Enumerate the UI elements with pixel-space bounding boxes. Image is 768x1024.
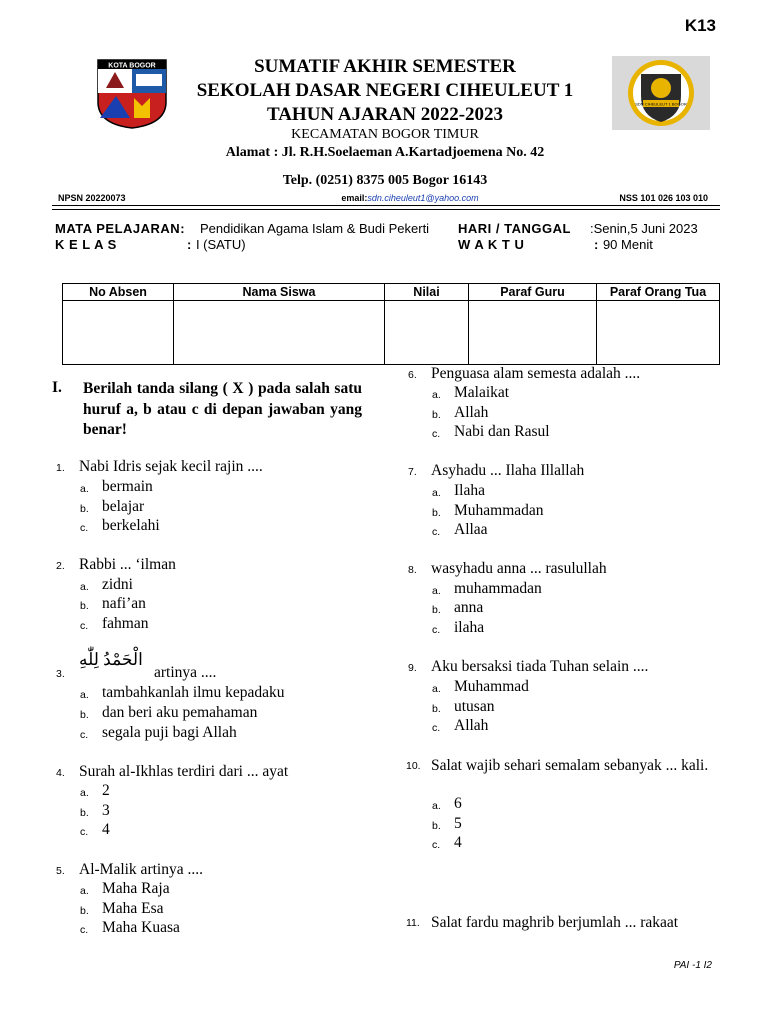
time-value: : 90 Menit — [594, 237, 653, 252]
page-footer: PAI -1 I2 — [673, 960, 712, 971]
question-text: Surah al-Ikhlas terdiri dari ... ayat — [79, 763, 289, 780]
option-b[interactable]: Maha Esa — [102, 900, 164, 917]
option-c[interactable]: segala puji bagi Allah — [102, 724, 237, 741]
instruction — [52, 379, 362, 441]
subject-label: MATA PELAJARAN: — [55, 221, 186, 236]
date-value: :Senin,5 Juni 2023 — [590, 221, 698, 236]
date-label: HARI / TANGGAL — [458, 221, 571, 236]
col-no-absen: No Absen — [63, 284, 174, 301]
option-b[interactable]: nafi’an — [102, 595, 146, 612]
option-a[interactable]: Ilaha — [454, 482, 485, 499]
option-a[interactable]: bermain — [102, 478, 153, 495]
col-paraf-guru: Paraf Guru — [469, 284, 597, 301]
col-nama-siswa: Nama Siswa — [174, 284, 385, 301]
col-nilai: Nilai — [385, 284, 469, 301]
option-a[interactable]: 6 — [454, 795, 462, 812]
option-a[interactable]: muhammadan — [454, 580, 542, 597]
option-c[interactable]: Maha Kuasa — [102, 919, 180, 936]
option-b[interactable]: dan beri aku pemahaman — [102, 704, 258, 721]
score-table — [62, 283, 720, 365]
question-text: Aku bersaksi tiada Tuhan selain .... — [431, 658, 649, 675]
class-label: K E L A S — [55, 237, 117, 252]
option-c[interactable]: fahman — [102, 615, 149, 632]
document-code: K13 — [684, 16, 716, 35]
option-b[interactable]: 3 — [102, 802, 110, 819]
option-b[interactable]: 5 — [454, 815, 462, 832]
time-label: W A K T U — [458, 237, 525, 252]
option-b[interactable]: utusan — [454, 698, 495, 715]
cell-no-absen[interactable] — [63, 301, 174, 365]
question-text: Salat wajib sehari semalam sebanyak ... kali. — [431, 757, 709, 774]
question-text: Nabi Idris sejak kecil rajin .... — [79, 458, 263, 475]
option-c[interactable]: ilaha — [454, 619, 485, 636]
option-a[interactable]: tambahkanlah ilmu kepadaku — [102, 684, 285, 701]
option-b[interactable]: anna — [454, 599, 484, 616]
question-text: Penguasa alam semesta adalah .... — [431, 365, 641, 382]
class-value: : I (SATU) — [187, 237, 246, 252]
header-divider — [52, 205, 720, 206]
option-c[interactable]: 4 — [102, 821, 110, 838]
option-c[interactable]: Allaa — [454, 521, 488, 538]
option-b[interactable]: Muhammadan — [454, 502, 544, 519]
cell-paraf-orang-tua[interactable] — [597, 301, 720, 365]
option-b[interactable]: belajar — [102, 498, 145, 515]
question-text: wasyhadu anna ... rasulullah — [431, 560, 607, 577]
instruction-number: I. — [52, 379, 62, 396]
cell-paraf-guru[interactable] — [469, 301, 597, 365]
school-logo — [612, 56, 710, 130]
email-address[interactable]: sdn.ciheuleut1@yahoo.com — [367, 193, 479, 203]
question-text: artinya .... — [154, 664, 217, 681]
option-c[interactable]: berkelahi — [102, 517, 160, 534]
exam-title: SUMATIF AKHIR SEMESTER — [254, 56, 516, 77]
school-logo-caption: SDN CIHEULEUT 1 BOGOR — [635, 101, 687, 107]
cell-nilai[interactable] — [385, 301, 469, 365]
email-label: email: — [341, 193, 368, 203]
cell-nama-siswa[interactable] — [174, 301, 385, 365]
subject-value: Pendidikan Agama Islam & Budi Pekerti — [200, 221, 430, 236]
email-line — [300, 193, 520, 203]
nss: NSS 101 026 103 010 — [619, 193, 708, 203]
option-a[interactable]: Malaikat — [454, 384, 510, 401]
question-text: Al-Malik artinya .... — [79, 861, 203, 878]
question-text: Rabbi ... ‘ilman — [79, 556, 176, 573]
arabic-phrase: الْحَمْدُ لِلّٰهِ — [79, 650, 143, 669]
option-b[interactable]: Allah — [454, 404, 489, 421]
option-a[interactable]: 2 — [102, 782, 110, 799]
address: Alamat : Jl. R.H.Soelaeman A.Kartadjoemena No. 42 — [225, 145, 545, 160]
header-divider-thin — [52, 209, 720, 210]
school-name: SEKOLAH DASAR NEGERI CIHEULEUT 1 — [196, 80, 574, 101]
option-a[interactable]: zidni — [102, 576, 133, 593]
instruction-text: Berilah tanda silang ( X ) pada salah satu huruf a, b atau c di depan jawaban yang benar! — [83, 380, 362, 438]
phone: Telp. (0251) 8375 005 Bogor 16143 — [282, 173, 488, 188]
academic-year: TAHUN AJARAN 2022-2023 — [266, 104, 504, 125]
option-a[interactable]: Muhammad — [454, 678, 529, 695]
option-c[interactable]: Allah — [454, 717, 489, 734]
district: KECAMATAN BOGOR TIMUR — [291, 127, 479, 142]
question-text: Asyhadu ... Ilaha Illallah — [431, 462, 585, 479]
question-text: Salat fardu maghrib berjumlah ... rakaat — [431, 914, 679, 931]
option-c[interactable]: Nabi dan Rasul — [454, 423, 550, 440]
npsn: NPSN 20220073 — [58, 193, 126, 203]
col-paraf-orang-tua: Paraf Orang Tua — [597, 284, 720, 301]
logo-caption: KOTA BOGOR — [108, 62, 156, 70]
option-c[interactable]: 4 — [454, 834, 462, 851]
option-a[interactable]: Maha Raja — [102, 880, 170, 897]
